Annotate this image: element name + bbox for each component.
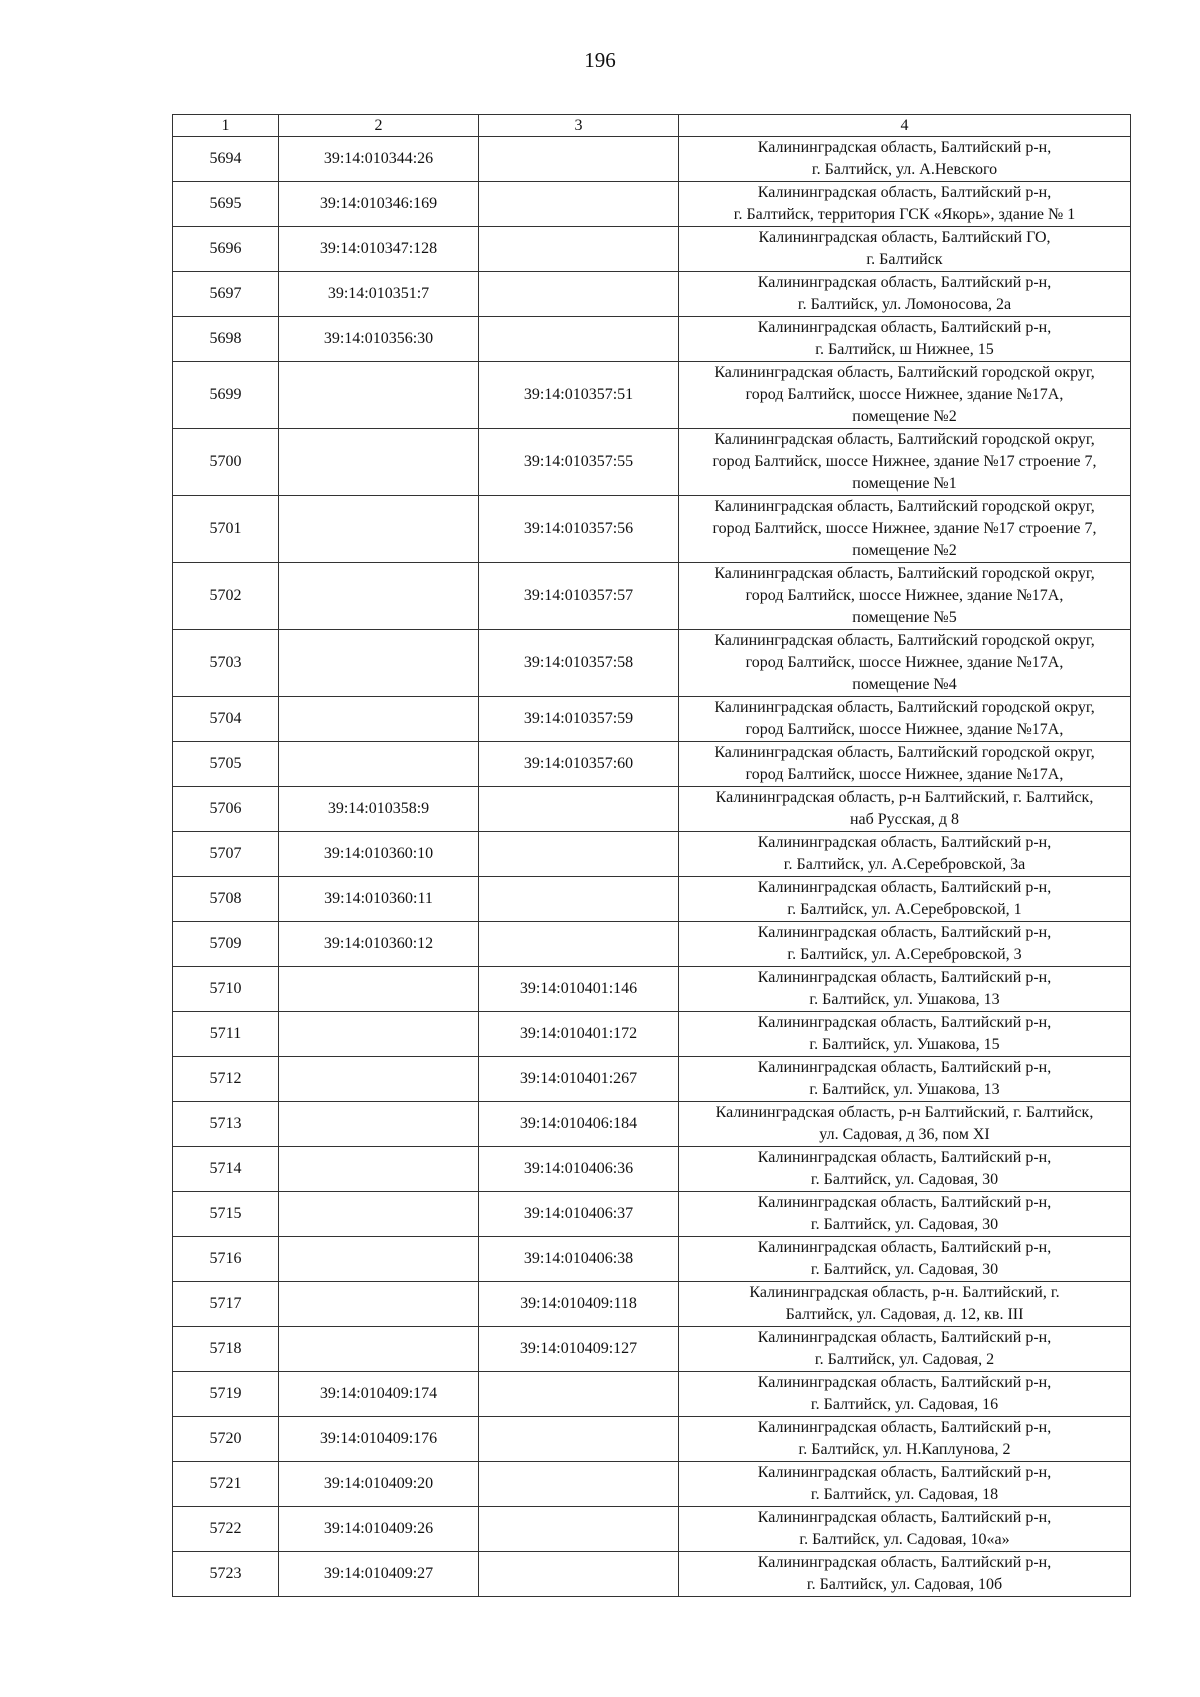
address-text: Калининградская область, Балтийский р-н, г. Балтийск, ул. Садовая, 16 [757,1374,1052,1413]
table-row [173,317,1131,362]
address-text: Калининградская область, Балтийский р-н, г. Балтийск, ул. Ушакова, 13 [757,1059,1052,1098]
row-number-cell: 5696 [173,227,279,272]
premises-cadastral-number-cell: 39:14:010406:38 [479,1237,679,1282]
cadastral-number-cell: 39:14:010409:174 [279,1372,479,1417]
row-number-cell: 5720 [173,1417,279,1462]
address-cell [679,1552,1131,1597]
address-text: Калининградская область, Балтийский р-н, г. Балтийск, ул. Ушакова, 15 [757,1014,1052,1053]
table-row [173,1192,1131,1237]
row-number-cell: 5710 [173,967,279,1012]
premises-cadastral-number-cell: 39:14:010406:184 [479,1102,679,1147]
cadastral-number-cell: 39:14:010344:26 [279,137,479,182]
cadastral-number-cell: 39:14:010409:27 [279,1552,479,1597]
address-text: Калининградская область, Балтийский городской округ, город Балтийск, шоссе Нижнее, здание №17А, помещение №4 [714,632,1095,693]
address-text: Калининградская область, Балтийский городской округ, город Балтийск, шоссе Нижнее, здание №17А, [714,699,1095,738]
premises-cadastral-number-cell [479,272,679,317]
address-text: Калининградская область, Балтийский городской округ, город Балтийск, шоссе Нижнее, здание №17 строение 7, помещение №1 [712,431,1097,492]
premises-cadastral-number-cell: 39:14:010401:146 [479,967,679,1012]
table-row [173,832,1131,877]
premises-cadastral-number-cell: 39:14:010357:60 [479,742,679,787]
address-cell [679,429,1131,496]
address-text: Калининградская область, Балтийский р-н, г. Балтийск, ул. Н.Каплунова, 2 [757,1419,1052,1458]
table-row [173,1372,1131,1417]
row-number-cell: 5701 [173,496,279,563]
address-text: Калининградская область, Балтийский р-н, г. Балтийск, ул. А.Серебровской, 3 [757,924,1052,963]
premises-cadastral-number-cell [479,1507,679,1552]
row-number-cell: 5717 [173,1282,279,1327]
premises-cadastral-number-cell [479,1462,679,1507]
table-row [173,787,1131,832]
table-row [173,1102,1131,1147]
premises-cadastral-number-cell: 39:14:010357:56 [479,496,679,563]
table-row [173,877,1131,922]
premises-cadastral-number-cell: 39:14:010357:59 [479,697,679,742]
cadastral-number-cell [279,362,479,429]
cadastral-number-cell: 39:14:010356:30 [279,317,479,362]
address-cell [679,787,1131,832]
address-text: Калининградская область, р-н. Балтийский, г. Балтийск, ул. Садовая, д. 12, кв. III [749,1284,1060,1323]
row-number-cell: 5705 [173,742,279,787]
table-row [173,1282,1131,1327]
row-number-cell: 5718 [173,1327,279,1372]
table-row [173,362,1131,429]
table-row [173,742,1131,787]
row-number-cell: 5700 [173,429,279,496]
premises-cadastral-number-cell [479,1552,679,1597]
row-number-cell: 5707 [173,832,279,877]
cadastral-number-cell: 39:14:010409:176 [279,1417,479,1462]
row-number-cell: 5694 [173,137,279,182]
cadastral-number-cell [279,1012,479,1057]
address-cell [679,496,1131,563]
header-col-2: 2 [279,115,479,137]
address-text: Калининградская область, Балтийский городской округ, город Балтийск, шоссе Нижнее, здание №17 строение 7, помещение №2 [712,498,1097,559]
address-cell [679,563,1131,630]
table-row [173,1147,1131,1192]
address-cell [679,1462,1131,1507]
cadastral-number-cell [279,1102,479,1147]
table-row [173,182,1131,227]
address-text: Калининградская область, Балтийский р-н, г. Балтийск, ул. Ломоносова, 2а [757,274,1052,313]
table-row [173,1507,1131,1552]
row-number-cell: 5702 [173,563,279,630]
table-row [173,1237,1131,1282]
cadastral-number-cell [279,742,479,787]
premises-cadastral-number-cell: 39:14:010409:118 [479,1282,679,1327]
premises-cadastral-number-cell: 39:14:010406:36 [479,1147,679,1192]
row-number-cell: 5708 [173,877,279,922]
cadastral-number-cell [279,967,479,1012]
address-cell [679,832,1131,877]
address-text: Калининградская область, Балтийский р-н, г. Балтийск, ул. Садовая, 18 [757,1464,1052,1503]
premises-cadastral-number-cell [479,787,679,832]
address-cell [679,1147,1131,1192]
address-text: Калининградская область, Балтийский р-н, г. Балтийск, ул. А.Серебровской, 3а [757,834,1052,873]
table-row [173,697,1131,742]
cadastral-number-cell [279,630,479,697]
address-cell [679,967,1131,1012]
cadastral-number-cell [279,496,479,563]
address-cell [679,182,1131,227]
row-number-cell: 5699 [173,362,279,429]
address-cell [679,742,1131,787]
address-cell [679,1237,1131,1282]
row-number-cell: 5713 [173,1102,279,1147]
table-row [173,1012,1131,1057]
address-text: Калининградская область, Балтийский р-н, г. Балтийск, ул. Ушакова, 13 [757,969,1052,1008]
address-cell [679,227,1131,272]
premises-cadastral-number-cell [479,317,679,362]
row-number-cell: 5703 [173,630,279,697]
address-cell [679,697,1131,742]
row-number-cell: 5719 [173,1372,279,1417]
table-row [173,922,1131,967]
header-col-1: 1 [173,115,279,137]
row-number-cell: 5722 [173,1507,279,1552]
table-row [173,496,1131,563]
address-cell [679,922,1131,967]
address-cell [679,877,1131,922]
header-row [173,115,1131,137]
row-number-cell: 5711 [173,1012,279,1057]
cadastral-number-cell [279,1237,479,1282]
cadastral-number-cell: 39:14:010347:128 [279,227,479,272]
table-row [173,137,1131,182]
row-number-cell: 5698 [173,317,279,362]
row-number-cell: 5721 [173,1462,279,1507]
cadastral-number-cell [279,1327,479,1372]
table-row [173,227,1131,272]
cadastral-number-cell: 39:14:010360:12 [279,922,479,967]
premises-cadastral-number-cell: 39:14:010357:58 [479,630,679,697]
row-number-cell: 5709 [173,922,279,967]
address-cell [679,1372,1131,1417]
row-number-cell: 5714 [173,1147,279,1192]
header-col-3: 3 [479,115,679,137]
table-row [173,563,1131,630]
cadastral-number-cell: 39:14:010409:20 [279,1462,479,1507]
table-row [173,1327,1131,1372]
address-cell [679,1327,1131,1372]
address-cell [679,137,1131,182]
table-row [173,1462,1131,1507]
premises-cadastral-number-cell: 39:14:010401:267 [479,1057,679,1102]
address-cell [679,1102,1131,1147]
address-text: Калининградская область, р-н Балтийский, г. Балтийск, наб Русская, д 8 [715,789,1094,828]
address-text: Калининградская область, Балтийский городской округ, город Балтийск, шоссе Нижнее, здание №17А, [714,744,1095,783]
address-cell [679,1507,1131,1552]
premises-cadastral-number-cell [479,227,679,272]
table-row [173,1057,1131,1102]
row-number-cell: 5704 [173,697,279,742]
premises-cadastral-number-cell [479,1372,679,1417]
cadastral-number-cell [279,1147,479,1192]
registry-table [172,114,1131,1597]
premises-cadastral-number-cell [479,182,679,227]
premises-cadastral-number-cell: 39:14:010357:51 [479,362,679,429]
premises-cadastral-number-cell [479,922,679,967]
premises-cadastral-number-cell: 39:14:010357:55 [479,429,679,496]
premises-cadastral-number-cell: 39:14:010357:57 [479,563,679,630]
table-row [173,1552,1131,1597]
cadastral-number-cell: 39:14:010351:7 [279,272,479,317]
address-text: Калининградская область, Балтийский р-н, г. Балтийск, ул. Садовая, 10«а» [757,1509,1052,1548]
address-text: Калининградская область, Балтийский городской округ, город Балтийск, шоссе Нижнее, здание №17А, помещение №5 [714,565,1095,626]
row-number-cell: 5716 [173,1237,279,1282]
address-cell [679,630,1131,697]
address-text: Калининградская область, Балтийский городской округ, город Балтийск, шоссе Нижнее, здание №17А, помещение №2 [714,364,1095,425]
table-row [173,272,1131,317]
premises-cadastral-number-cell [479,1417,679,1462]
address-text: Калининградская область, Балтийский р-н, г. Балтийск, ул. Садовая, 2 [757,1329,1052,1368]
table-row [173,967,1131,1012]
address-text: Калининградская область, Балтийский р-н, г. Балтийск, ул. Садовая, 30 [757,1149,1052,1188]
address-text: Калининградская область, Балтийский р-н, г. Балтийск, ул. А.Серебровской, 1 [757,879,1052,918]
row-number-cell: 5695 [173,182,279,227]
table-body [173,137,1131,1597]
cadastral-number-cell [279,1282,479,1327]
address-text: Калининградская область, Балтийский р-н, г. Балтийск, территория ГСК «Якорь», здание № 1 [733,184,1076,223]
address-text: Калининградская область, Балтийский ГО, г. Балтийск [758,229,1051,268]
premises-cadastral-number-cell [479,137,679,182]
cadastral-number-cell [279,429,479,496]
cadastral-number-cell [279,1057,479,1102]
cadastral-number-cell [279,1192,479,1237]
row-number-cell: 5712 [173,1057,279,1102]
premises-cadastral-number-cell [479,832,679,877]
premises-cadastral-number-cell [479,877,679,922]
address-cell [679,1057,1131,1102]
address-cell [679,272,1131,317]
cadastral-number-cell: 39:14:010409:26 [279,1507,479,1552]
address-cell [679,1417,1131,1462]
premises-cadastral-number-cell: 39:14:010401:172 [479,1012,679,1057]
premises-cadastral-number-cell: 39:14:010409:127 [479,1327,679,1372]
row-number-cell: 5697 [173,272,279,317]
cadastral-number-cell: 39:14:010346:169 [279,182,479,227]
address-cell [679,1192,1131,1237]
row-number-cell: 5706 [173,787,279,832]
row-number-cell: 5723 [173,1552,279,1597]
address-text: Калининградская область, Балтийский р-н, г. Балтийск, ул. Садовая, 30 [757,1194,1052,1233]
address-text: Калининградская область, Балтийский р-н, г. Балтийск, ул. Садовая, 10б [757,1554,1052,1593]
address-cell [679,1012,1131,1057]
cadastral-number-cell [279,697,479,742]
cadastral-number-cell: 39:14:010358:9 [279,787,479,832]
address-text: Калининградская область, Балтийский р-н, г. Балтийск, ул. А.Невского [757,139,1052,178]
row-number-cell: 5715 [173,1192,279,1237]
address-text: Калининградская область, р-н Балтийский, г. Балтийск, ул. Садовая, д 36, пом XI [715,1104,1094,1143]
cadastral-number-cell [279,563,479,630]
table-row [173,630,1131,697]
header-col-4: 4 [679,115,1131,137]
table-row [173,429,1131,496]
address-text: Калининградская область, Балтийский р-н, г. Балтийск, ш Нижнее, 15 [757,319,1052,358]
premises-cadastral-number-cell: 39:14:010406:37 [479,1192,679,1237]
address-cell [679,317,1131,362]
address-cell [679,362,1131,429]
address-text: Калининградская область, Балтийский р-н, г. Балтийск, ул. Садовая, 30 [757,1239,1052,1278]
address-cell [679,1282,1131,1327]
cadastral-number-cell: 39:14:010360:11 [279,877,479,922]
cadastral-number-cell: 39:14:010360:10 [279,832,479,877]
page-number: 196 [584,48,616,72]
table-row [173,1417,1131,1462]
